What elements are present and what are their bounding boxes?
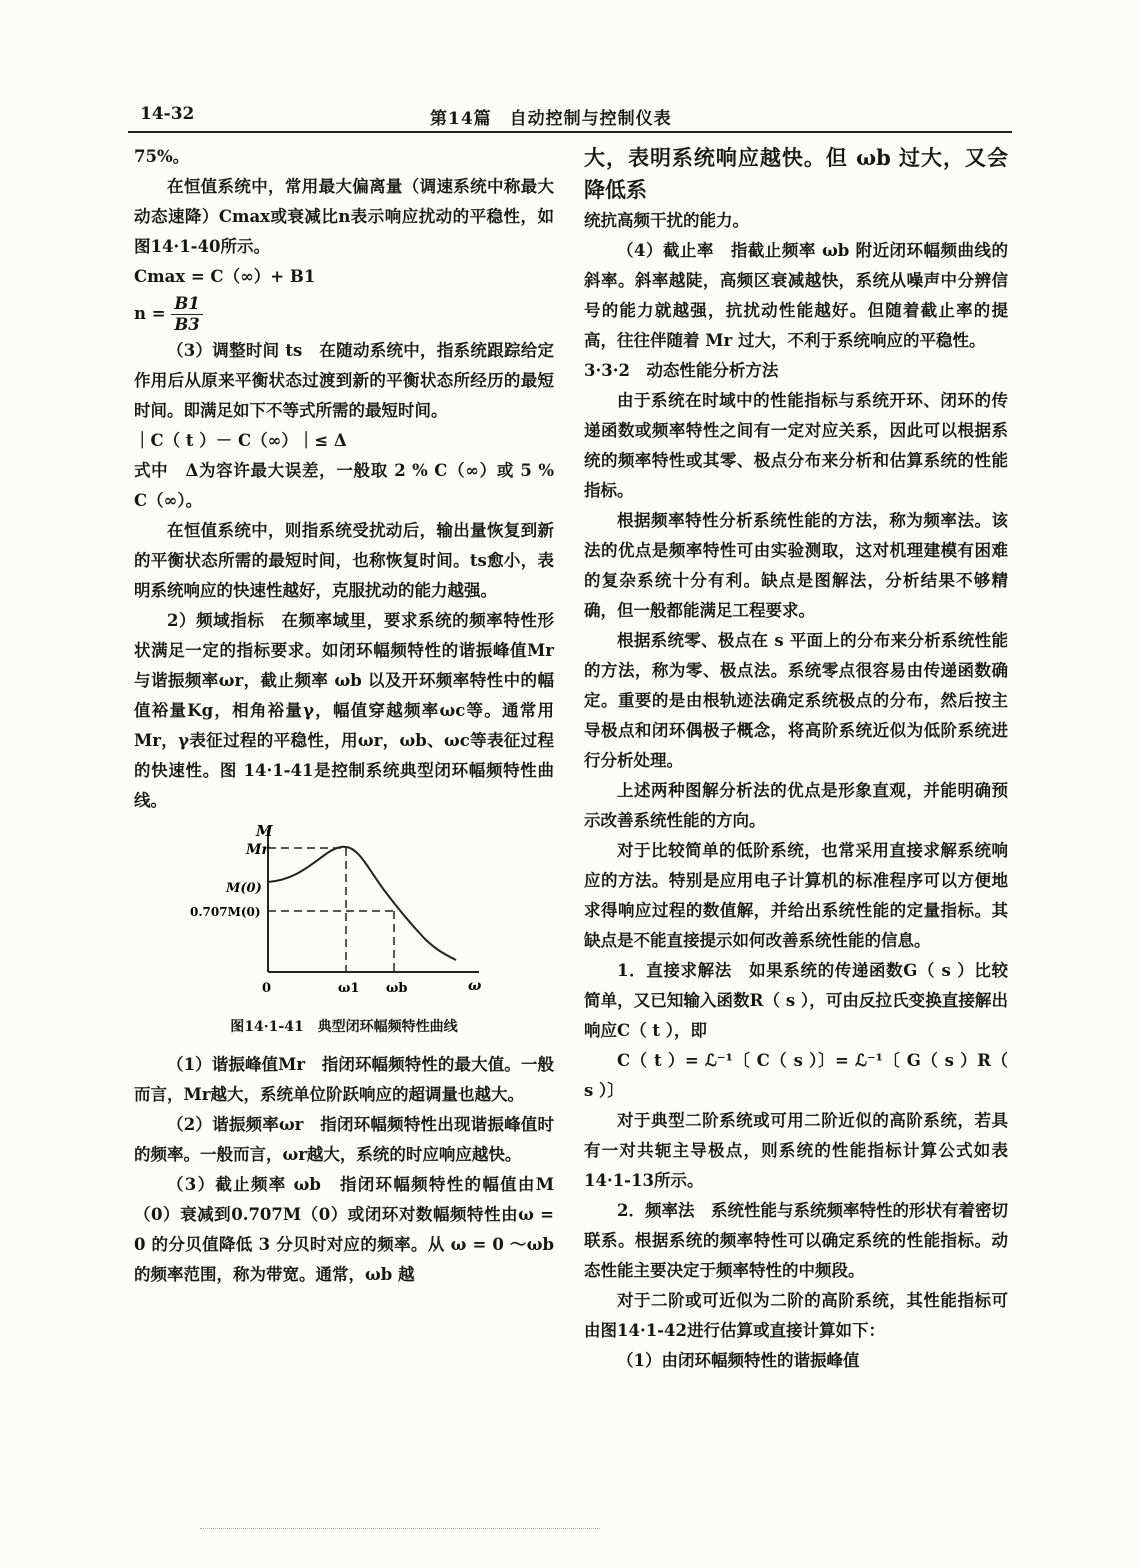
paragraph: （3）调整时间 ts 在随动系统中，指系统跟踪给定作用后从原来平衡状态过渡到新的平衡状态所经历的最短时间。即满足如下不等式所需的最短时间。 <box>134 341 554 420</box>
paragraph-continued: 大，表明系统响应越快。但 ωb 过大，又会降低系 <box>584 145 1008 202</box>
paragraph: （1）谐振峰值Mr 指闭环幅频特性的最大值。一般而言，Mr越大，系统单位阶跃响应的超调量也越大。 <box>134 1055 554 1104</box>
y-axis-label: M <box>256 822 273 840</box>
x-tick-omega-r: ω1 <box>338 981 360 996</box>
scan-artifact-line <box>200 1528 600 1529</box>
formula-inverse-laplace: C（ t ）= ℒ⁻¹〔 C（ s ）〕= ℒ⁻¹〔 G（ s ）R（ s ）〕 <box>584 1051 1008 1100</box>
paragraph: 对于二阶或可近似为二阶的高阶系统，其性能指标可由图14·1-42进行估算或直接计算如下： <box>584 1291 1008 1340</box>
paragraph: （2）谐振频率ωr 指闭环幅频特性出现谐振峰值时的频率。一般而言，ωr越大，系统的时应响应越快。 <box>134 1115 554 1164</box>
frequency-response-diagram <box>184 822 484 1002</box>
x-tick-omega-b: ωb <box>386 981 408 996</box>
header-rule <box>128 131 1012 133</box>
y-tick-m0: M(0) <box>226 881 262 896</box>
paragraph-continued: 统抗高频干扰的能力。 <box>584 211 749 230</box>
left-column <box>134 142 554 1290</box>
right-column <box>584 142 1008 1376</box>
running-head: 第14篇 自动控制与控制仪表 <box>430 109 672 129</box>
paragraph: （4）截止率 指截止频率 ωb 附近闭环幅频曲线的斜率。斜率越陡，高频区衰减越快，系统从噪声中分辨信号的能力就越强，抗扰动性能越好。但随着截止率的提高，往往伴随着 Mr 过大，不利于系统响应的平稳性。 <box>584 241 1008 350</box>
paragraph: （3）截止频率 ωb 指闭环幅频特性的幅值由M（0）衰减到0.707M（0）或闭环对数幅频特性由ω = 0 的分贝值降低 3 分贝时对应的频率。从 ω = 0 ～ωb 的频率范围，称为带宽。通常，ωb 越 <box>134 1175 554 1284</box>
page-number: 14-32 <box>140 104 195 124</box>
paragraph: 式中 Δ为容许最大误差，一般取 2 % C（∞）或 5 % C（∞）。 <box>134 461 554 510</box>
paragraph: 1．直接求解法 如果系统的传递函数G（ s ）比较简单，又已知输入函数R（ s ），可由反拉氏变换直接解出响应C（ t ），即 <box>584 961 1008 1040</box>
formula-cmax: Cmax = C（∞）+ B1 <box>134 267 316 286</box>
page-header <box>140 104 1008 134</box>
formula-settling: ｜C（ t ）－ C（∞）｜≤ Δ <box>134 431 347 450</box>
formula-lhs: n = <box>134 304 166 323</box>
fraction-denominator: B3 <box>174 315 200 334</box>
paragraph: 根据系统零、极点在 s 平面上的分布来分析系统性能的方法，称为零、极点法。系统零点很容易由传递函数确定。重要的是由根轨迹法确定系统极点的分布，然后按主导极点和闭环偶极子概念，将高阶系统近似为低阶系统进行分析处理。 <box>584 631 1008 770</box>
paragraph: 对于比较简单的低阶系统，也常采用直接求解系统响应的方法。特别是应用电子计算机的标准程序可以方便地求得响应过程的数值解，并给出系统性能的定量指标。其缺点是不能直接提示如何改善系统性能的信息。 <box>584 841 1008 950</box>
figure-caption: 图14·1-41 典型闭环幅频特性曲线 <box>230 1019 458 1035</box>
x-axis-label: ω <box>468 978 482 994</box>
paragraph: 对于典型二阶系统或可用二阶近似的高阶系统，若具有一对共轭主导极点，则系统的性能指标计算公式如表14·1-13所示。 <box>584 1111 1008 1190</box>
magnitude-curve <box>268 847 456 960</box>
formula-decay-ratio <box>134 292 554 336</box>
section-heading: 3·3·2 动态性能分析方法 <box>584 361 779 380</box>
figure-frequency-response <box>134 822 554 1012</box>
paragraph: 75%。 <box>134 147 190 166</box>
y-tick-cutoff: 0.707M(0) <box>190 905 261 919</box>
y-tick-mr: Mr <box>246 842 269 858</box>
fraction <box>171 294 202 335</box>
paragraph: 在恒值系统中，则指系统受扰动后，输出量恢复到新的平衡状态所需的最短时间，也称恢复时间。ts愈小，表明系统响应的快速性越好，克服扰动的能力越强。 <box>134 521 554 600</box>
fraction-numerator: B1 <box>171 294 202 315</box>
paragraph: （1）由闭环幅频特性的谐振峰值 <box>617 1351 860 1370</box>
paragraph: 根据频率特性分析系统性能的方法，称为频率法。该法的优点是频率特性可由实验测取，这对机理建模有困难的复杂系统十分有利。缺点是图解法，分析结果不够精确，但一般都能满足工程要求。 <box>584 511 1008 620</box>
paragraph: 2．频率法 系统性能与系统频率特性的形状有着密切联系。根据系统的频率特性可以确定系统的性能指标。动态性能主要决定于频率特性的中频段。 <box>584 1201 1008 1280</box>
paragraph: 2）频域指标 在频率域里，要求系统的频率特性形状满足一定的指标要求。如闭环幅频特性的谐振峰值Mr与谐振频率ωr，截止频率 ωb 以及开环频率特性中的幅值裕量Kg，相角裕量γ，幅值穿越频率ωc等。通常用Mr，γ表征过程的平稳性，用ωr，ωb、ωc等表征过程的快速性。图 14·1-41是控制系统典型闭环幅频特性曲线。 <box>134 611 554 810</box>
paragraph: 由于系统在时域中的性能指标与系统开环、闭环的传递函数或频率特性之间有一定对应关系，因此可以根据系统的频率特性或其零、极点分布来分析和估算系统的性能指标。 <box>584 391 1008 500</box>
origin-label: 0 <box>262 981 272 996</box>
paragraph: 上述两种图解分析法的优点是形象直观，并能明确预示改善系统性能的方向。 <box>584 781 1008 830</box>
paragraph: 在恒值系统中，常用最大偏离量（调速系统中称最大动态速降）Cmax或衰减比n表示响应扰动的平稳性，如图14·1-40所示。 <box>134 177 554 256</box>
